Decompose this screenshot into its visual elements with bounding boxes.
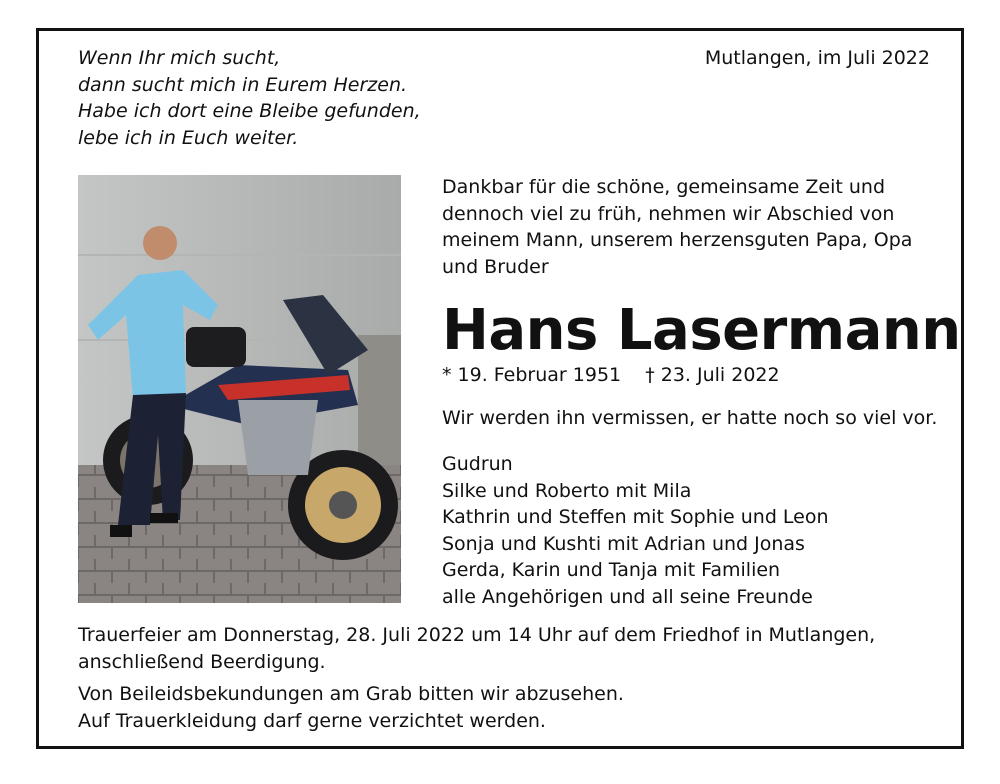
portrait-photo: [78, 175, 401, 603]
death-date: † 23. Juli 2022: [645, 364, 780, 386]
intro-text: [442, 174, 912, 280]
funeral-line: anschließend Beerdigung.: [78, 650, 326, 673]
poem-line: Habe ich dort eine Bleibe gefunden,: [78, 100, 421, 122]
place-date: Mutlangen, im Juli 2022: [704, 47, 930, 69]
intro-line: dennoch viel zu früh, nehmen wir Abschied von: [442, 202, 895, 225]
intro-line: und Bruder: [442, 255, 549, 278]
requests: [78, 681, 624, 734]
deceased-name: Hans Lasermann: [442, 298, 961, 363]
family-line: Silke und Roberto mit Mila: [442, 479, 692, 502]
funeral-info: [78, 622, 875, 675]
family-list: [442, 451, 829, 610]
intro-line: meinem Mann, unserem herzensguten Papa, Opa: [442, 229, 913, 251]
funeral-line: Trauerfeier am Donnerstag, 28. Juli 2022 um 14 Uhr auf dem Friedhof in Mutlangen,: [78, 624, 876, 646]
family-line: Sonja und Kushti mit Adrian und Jonas: [442, 532, 805, 555]
missed-text: Wir werden ihn vermissen, er hatte noch so viel vor.: [442, 407, 938, 429]
family-line: Gudrun: [442, 453, 513, 475]
request-line: Auf Trauerkleidung darf gerne verzichtet werden.: [78, 709, 546, 732]
poem-line: lebe ich in Euch weiter.: [78, 126, 299, 149]
poem-line: Wenn Ihr mich sucht,: [78, 47, 281, 69]
birth-date: * 19. Februar 1951: [442, 364, 622, 386]
family-line: alle Angehörigen und all seine Freunde: [442, 585, 813, 608]
request-line: Von Beileidsbekundungen am Grab bitten wir abzusehen.: [78, 683, 624, 705]
poem-line: dann sucht mich in Eurem Herzen.: [78, 73, 408, 96]
family-line: Gerda, Karin und Tanja mit Familien: [442, 559, 781, 581]
family-line: Kathrin und Steffen mit Sophie und Leon: [442, 506, 829, 528]
poem: [78, 45, 421, 151]
life-dates: [442, 362, 780, 388]
intro-line: Dankbar für die schöne, gemeinsame Zeit und: [442, 176, 886, 198]
